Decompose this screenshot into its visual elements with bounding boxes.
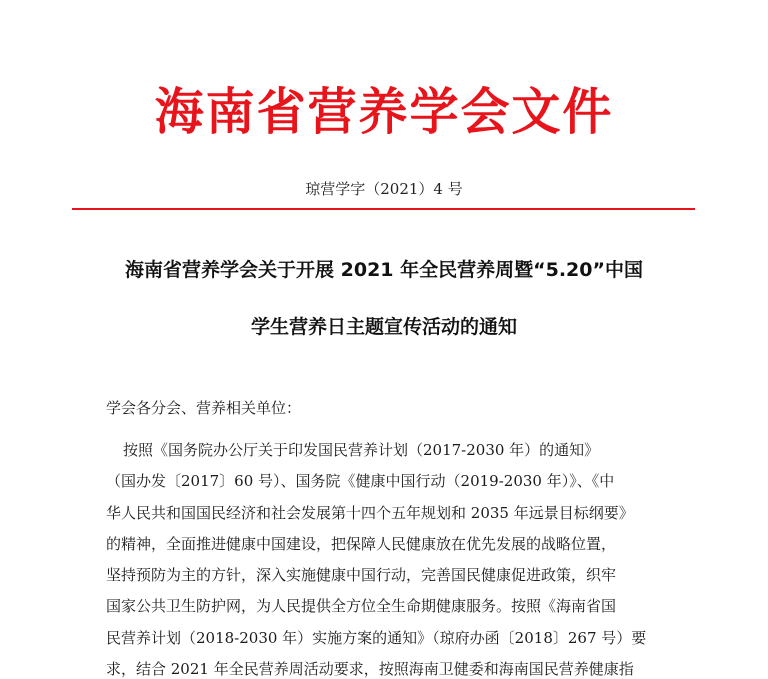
notice-title-line-1: 海南省营养学会关于开展 2021 年全民营养周暨“5.20”中国 [125,259,643,281]
body-line: 坚持预防为主的方针，深入实施健康中国行动，完善国民健康促进政策，织牢 [106,566,617,585]
body-line: 按照《国务院办公厅关于印发国民营养计划（2017-2030 年）的通知》 [123,441,600,459]
body-line: 国家公共卫生防护网，为人民提供全方位全生命期健康服务。按照《海南省国 [106,597,617,616]
header-divider [72,208,695,210]
body-line: 求，结合 2021 年全民营养周活动要求，按照海南卫健委和海南国民营养健康指 [106,660,634,679]
body-paragraph [106,435,662,679]
body-line: 民营养计划（2018-2030 年）实施方案的通知》（琼府办函〔2018〕267 号）要 [106,628,647,647]
body-line: 华人民共和国国民经济和社会发展第十四个五年规划和 2035 年远景目标纲要》 [106,503,634,522]
body-line: （国办发〔2017〕60 号）、国务院《健康中国行动（2019-2030 年）》、《中 [106,472,615,491]
salutation: 学会各分会、营养相关单位： [106,399,302,417]
notice-title-line-2: 学生营养日主题宣传活动的通知 [250,316,517,338]
document-header-title: 海南省营养学会文件 [154,83,614,141]
document-number: 琼营学字（2021）4 号 [305,180,463,198]
body-line: 的精神，全面推进健康中国建设，把保障人民健康放在优先发展的战略位置， [106,534,617,553]
